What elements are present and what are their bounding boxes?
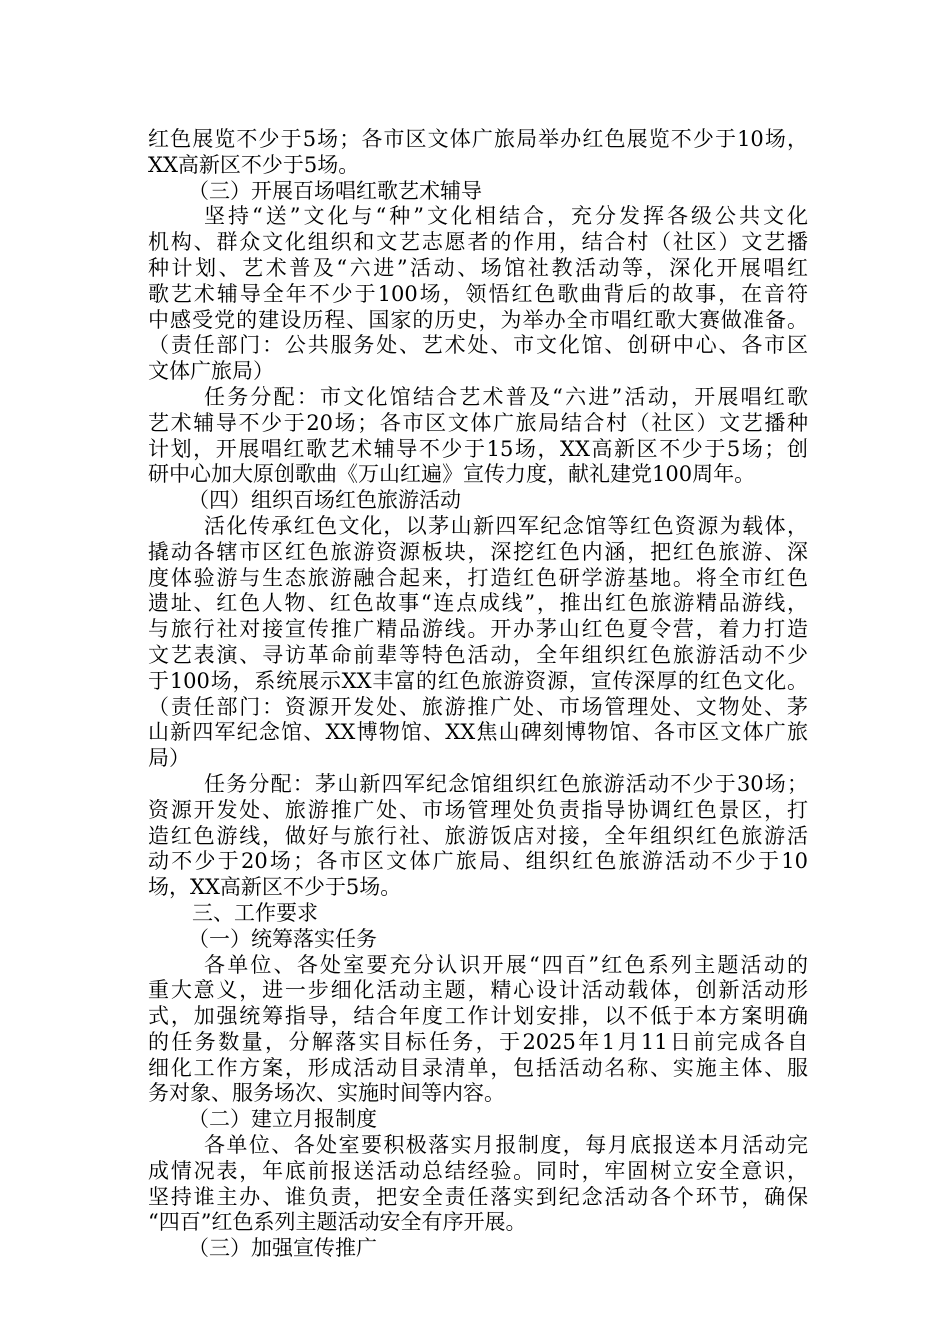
paragraph-line: 歌艺术辅导全年不少于100场，领悟红色歌曲背后的故事，在音符: [148, 281, 808, 306]
paragraph-line: 坚持谁主办、谁负责，把安全责任落实到纪念活动各个环节，确保: [148, 1184, 808, 1209]
paragraph-line: 造红色游线，做好与旅行社、旅游饭店对接，全年组织红色旅游活: [148, 823, 808, 848]
paragraph-first-line: 各单位、各处室要充分认识开展“四百”红色系列主题活动的: [204, 952, 808, 977]
paragraph-last-line: “四百”红色系列主题活动安全有序开展。: [148, 1210, 527, 1235]
paragraph-line: 机构、群众文化组织和文艺志愿者的作用，结合村（社区）文艺播: [148, 230, 808, 255]
paragraph-first-line: 任务分配：茅山新四军纪念馆组织红色旅游活动不少于30场；: [204, 771, 808, 796]
paragraph-last-line: XX高新区不少于5场。: [148, 152, 360, 177]
paragraph-line: 细化工作方案，形成活动目录清单，包括活动名称、实施主体、服: [148, 1055, 808, 1080]
paragraph-last-line: 文体广旅局）: [148, 359, 274, 384]
paragraph-first-line: 任务分配：市文化馆结合艺术普及“六进”活动，开展唱红歌: [204, 384, 808, 409]
paragraph-line: 文艺表演、寻访革命前辈等特色活动，全年组织红色旅游活动不少: [148, 642, 808, 667]
paragraph-line: 资源开发处、旅游推广处、市场管理处负责指导协调红色景区，打: [148, 797, 808, 822]
paragraph-line: 遗址、红色人物、红色故事“连点成线”，推出红色旅游精品游线，: [148, 591, 808, 616]
paragraph-line: （责任部门：资源开发处、旅游推广处、市场管理处、文物处、茅: [148, 694, 808, 719]
section-heading: （二）建立月报制度: [188, 1107, 377, 1132]
paragraph-line: 式，加强统筹指导，结合年度工作计划安排，以不低于本方案明确: [148, 1004, 808, 1029]
paragraph-line: 于100场，系统展示XX丰富的红色旅游资源，宣传深厚的红色文化。: [148, 668, 808, 693]
paragraph-line: 种计划、艺术普及“六进”活动、场馆社教活动等，深化开展唱红: [148, 255, 808, 280]
paragraph-last-line: 研中心加大原创歌曲《万山红遍》宣传力度，献礼建党100周年。: [148, 462, 756, 487]
paragraph-last-line: 场，XX高新区不少于5场。: [148, 875, 402, 900]
section-heading: （三）加强宣传推广: [188, 1236, 377, 1261]
paragraph-first-line: 活化传承红色文化，以茅山新四军纪念馆等红色资源为载体，: [204, 513, 808, 538]
paragraph-line: 山新四军纪念馆、XX博物馆、XX焦山碑刻博物馆、各市区文体广旅: [148, 720, 808, 745]
paragraph-line: 红色展览不少于5场；各市区文体广旅局举办红色展览不少于10场，: [148, 127, 808, 151]
paragraph-line: （责任部门：公共服务处、艺术处、市文化馆、创研中心、各市区: [148, 333, 808, 358]
paragraph-first-line: 各单位、各处室要积极落实月报制度，每月底报送本月活动完: [204, 1133, 808, 1158]
paragraph-line: 中感受党的建设历程、国家的历史，为举办全市唱红歌大赛做准备。: [148, 307, 808, 332]
section-heading: （三）开展百场唱红歌艺术辅导: [188, 178, 482, 203]
paragraph-line: 度体验游与生态旅游融合起来，打造红色研学游基地。将全市红色: [148, 565, 808, 590]
paragraph-first-line: 坚持“送”文化与“种”文化相结合，充分发挥各级公共文化: [204, 204, 808, 229]
chapter-heading: 三、工作要求: [192, 900, 318, 925]
paragraph-line: 与旅行社对接宣传推广精品游线。开办茅山红色夏令营，着力打造: [148, 617, 808, 642]
paragraph-last-line: 局）: [148, 746, 190, 771]
paragraph-line: 重大意义，进一步细化活动主题，精心设计活动载体，创新活动形: [148, 978, 808, 1003]
paragraph-line: 动不少于20场；各市区文体广旅局、组织红色旅游活动不少于10: [148, 849, 808, 874]
section-heading: （四）组织百场红色旅游活动: [188, 488, 461, 513]
paragraph-line: 成情况表，年底前报送活动总结经验。同时，牢固树立安全意识，: [148, 1158, 808, 1183]
paragraph-line: 撬动各辖市区红色旅游资源板块，深挖红色内涵，把红色旅游、深: [148, 539, 808, 564]
paragraph-line: 艺术辅导不少于20场；各市区文体广旅局结合村（社区）文艺播种: [148, 410, 808, 435]
paragraph-line: 计划，开展唱红歌艺术辅导不少于15场，XX高新区不少于5场；创: [148, 436, 808, 461]
document-body: [148, 127, 808, 1262]
section-heading: （一）统筹落实任务: [188, 926, 377, 951]
paragraph-last-line: 务对象、服务场次、实施时间等内容。: [148, 1081, 505, 1106]
paragraph-line: 的任务数量，分解落实目标任务，于2025年1月11日前完成各自: [148, 1029, 808, 1054]
